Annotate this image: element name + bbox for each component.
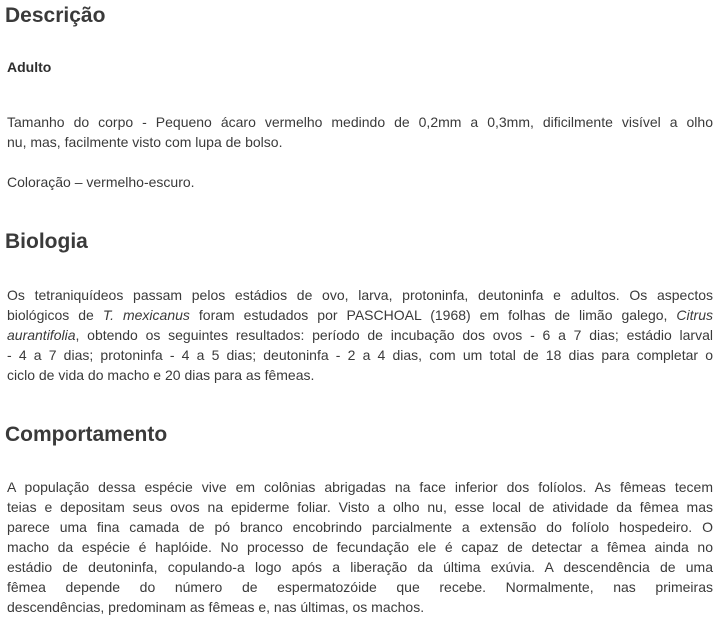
text-line: Coloração – vermelho-escuro. — [7, 174, 195, 190]
heading-descricao: Descrição — [5, 4, 106, 27]
heading-biologia: Biologia — [5, 230, 88, 253]
text-line: - 4 a 7 dias; protoninfa - 4 a 5 dias; deutoninfa - 2 a 4 dias, com um total de 18 dias para completar o — [7, 347, 713, 363]
species-name: Citrus — [676, 307, 713, 323]
species-name: aurantifolia — [7, 327, 76, 343]
text-line: Tamanho do corpo - Pequeno ácaro vermelho medindo de 0,2mm a 0,3mm, dificilmente visível a olho — [7, 114, 713, 130]
text-line — [7, 325, 713, 345]
paragraph-biologia — [7, 285, 713, 385]
species-name: T. mexicanus — [102, 307, 190, 323]
text-line: teias e depositam seus ovos na epiderme foliar. Visto a olho nu, esse local de atividade da fêmea mas — [7, 499, 713, 515]
text-line: A população dessa espécie vive em colônias abrigadas na face inferior dos folíolos. As fêmeas tecem — [7, 479, 713, 495]
paragraph-coloracao — [7, 172, 713, 192]
paragraph-tamanho — [7, 112, 713, 152]
text-run: foram estudados por PASCHOAL (1968) em folhas de limão galego, — [189, 307, 677, 323]
paragraph-comportamento — [7, 477, 713, 617]
text-line: estádio de deutoninfa, copulando-a logo após a liberação da última exúvia. A descendência de uma — [7, 559, 713, 575]
text-line: ciclo de vida do macho e 20 dias para as fêmeas. — [7, 367, 315, 383]
heading-comportamento: Comportamento — [5, 423, 168, 446]
text-run: biológicos de — [7, 307, 103, 323]
text-line: Os tetraniquídeos passam pelos estádios de ovo, larva, protoninfa, deutoninfa e adultos. Os aspectos — [7, 287, 713, 303]
text-line: fêmea depende do número de espermatozóide que recebe. Normalmente, nas primeiras — [7, 579, 713, 595]
text-line: nu, mas, facilmente visto com lupa de bolso. — [7, 134, 283, 150]
subheading-adulto: Adulto — [7, 59, 52, 75]
text-run: , obtendo os seguintes resultados: período de incubação dos ovos - 6 a 7 dias; estádio larval — [75, 327, 713, 343]
text-line: descendências, predominam as fêmeas e, nas últimas, os machos. — [7, 599, 425, 615]
text-line: parece uma fina camada de pó branco encobrindo parcialmente a extensão do folíolo hospedeiro. O — [7, 519, 713, 535]
text-line — [7, 305, 713, 325]
text-line: macho da espécie é haplóide. No processo de fecundação ele é capaz de detectar a fêmea ainda no — [7, 539, 713, 555]
